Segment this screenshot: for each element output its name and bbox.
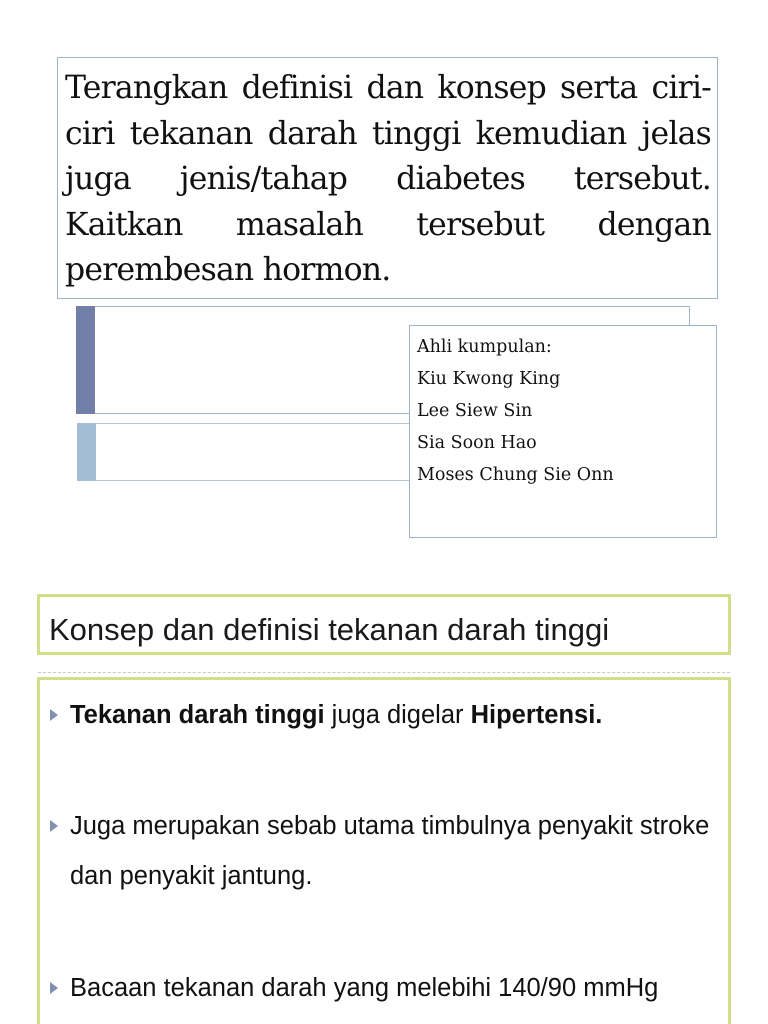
bullet-text <box>70 690 730 740</box>
group-members-box <box>409 325 717 538</box>
decorative-accent-dark <box>76 306 95 414</box>
member-name: Kiu Kwong King <box>417 369 561 389</box>
slide1-title: Terangkan definisi dan konsep serta ciri-ciri tekanan darah tinggi kemudian jelas juga jenis/tahap diabetes tersebut. Kaitkan masalah tersebut dengan perembesan hormon. <box>57 57 718 299</box>
triangle-bullet-icon <box>50 982 58 994</box>
member-name: Moses Chung Sie Onn <box>417 465 614 485</box>
bullet-text: Bacaan tekanan darah yang melebihi 140/90 mmHg <box>70 974 659 1002</box>
bold-term: Tekanan darah tinggi <box>70 701 325 729</box>
bullet-plain-text: juga digelar <box>324 701 471 729</box>
bold-term: Hipertensi. <box>470 701 603 729</box>
member-name: Sia Soon Hao <box>417 433 537 453</box>
decorative-accent-light <box>77 423 96 481</box>
bullet-text: Juga merupakan sebab utama timbulnya penyakit stroke dan penyakit jantung. <box>70 812 710 890</box>
member-name: Lee Siew Sin <box>417 401 533 421</box>
slide-divider <box>38 672 730 673</box>
slide2-content <box>37 677 731 1024</box>
slide2-heading: Konsep dan definisi tekanan darah tinggi <box>37 594 731 655</box>
triangle-bullet-icon <box>50 709 58 721</box>
members-label: Ahli kumpulan: <box>417 337 552 357</box>
triangle-bullet-icon <box>50 820 58 832</box>
